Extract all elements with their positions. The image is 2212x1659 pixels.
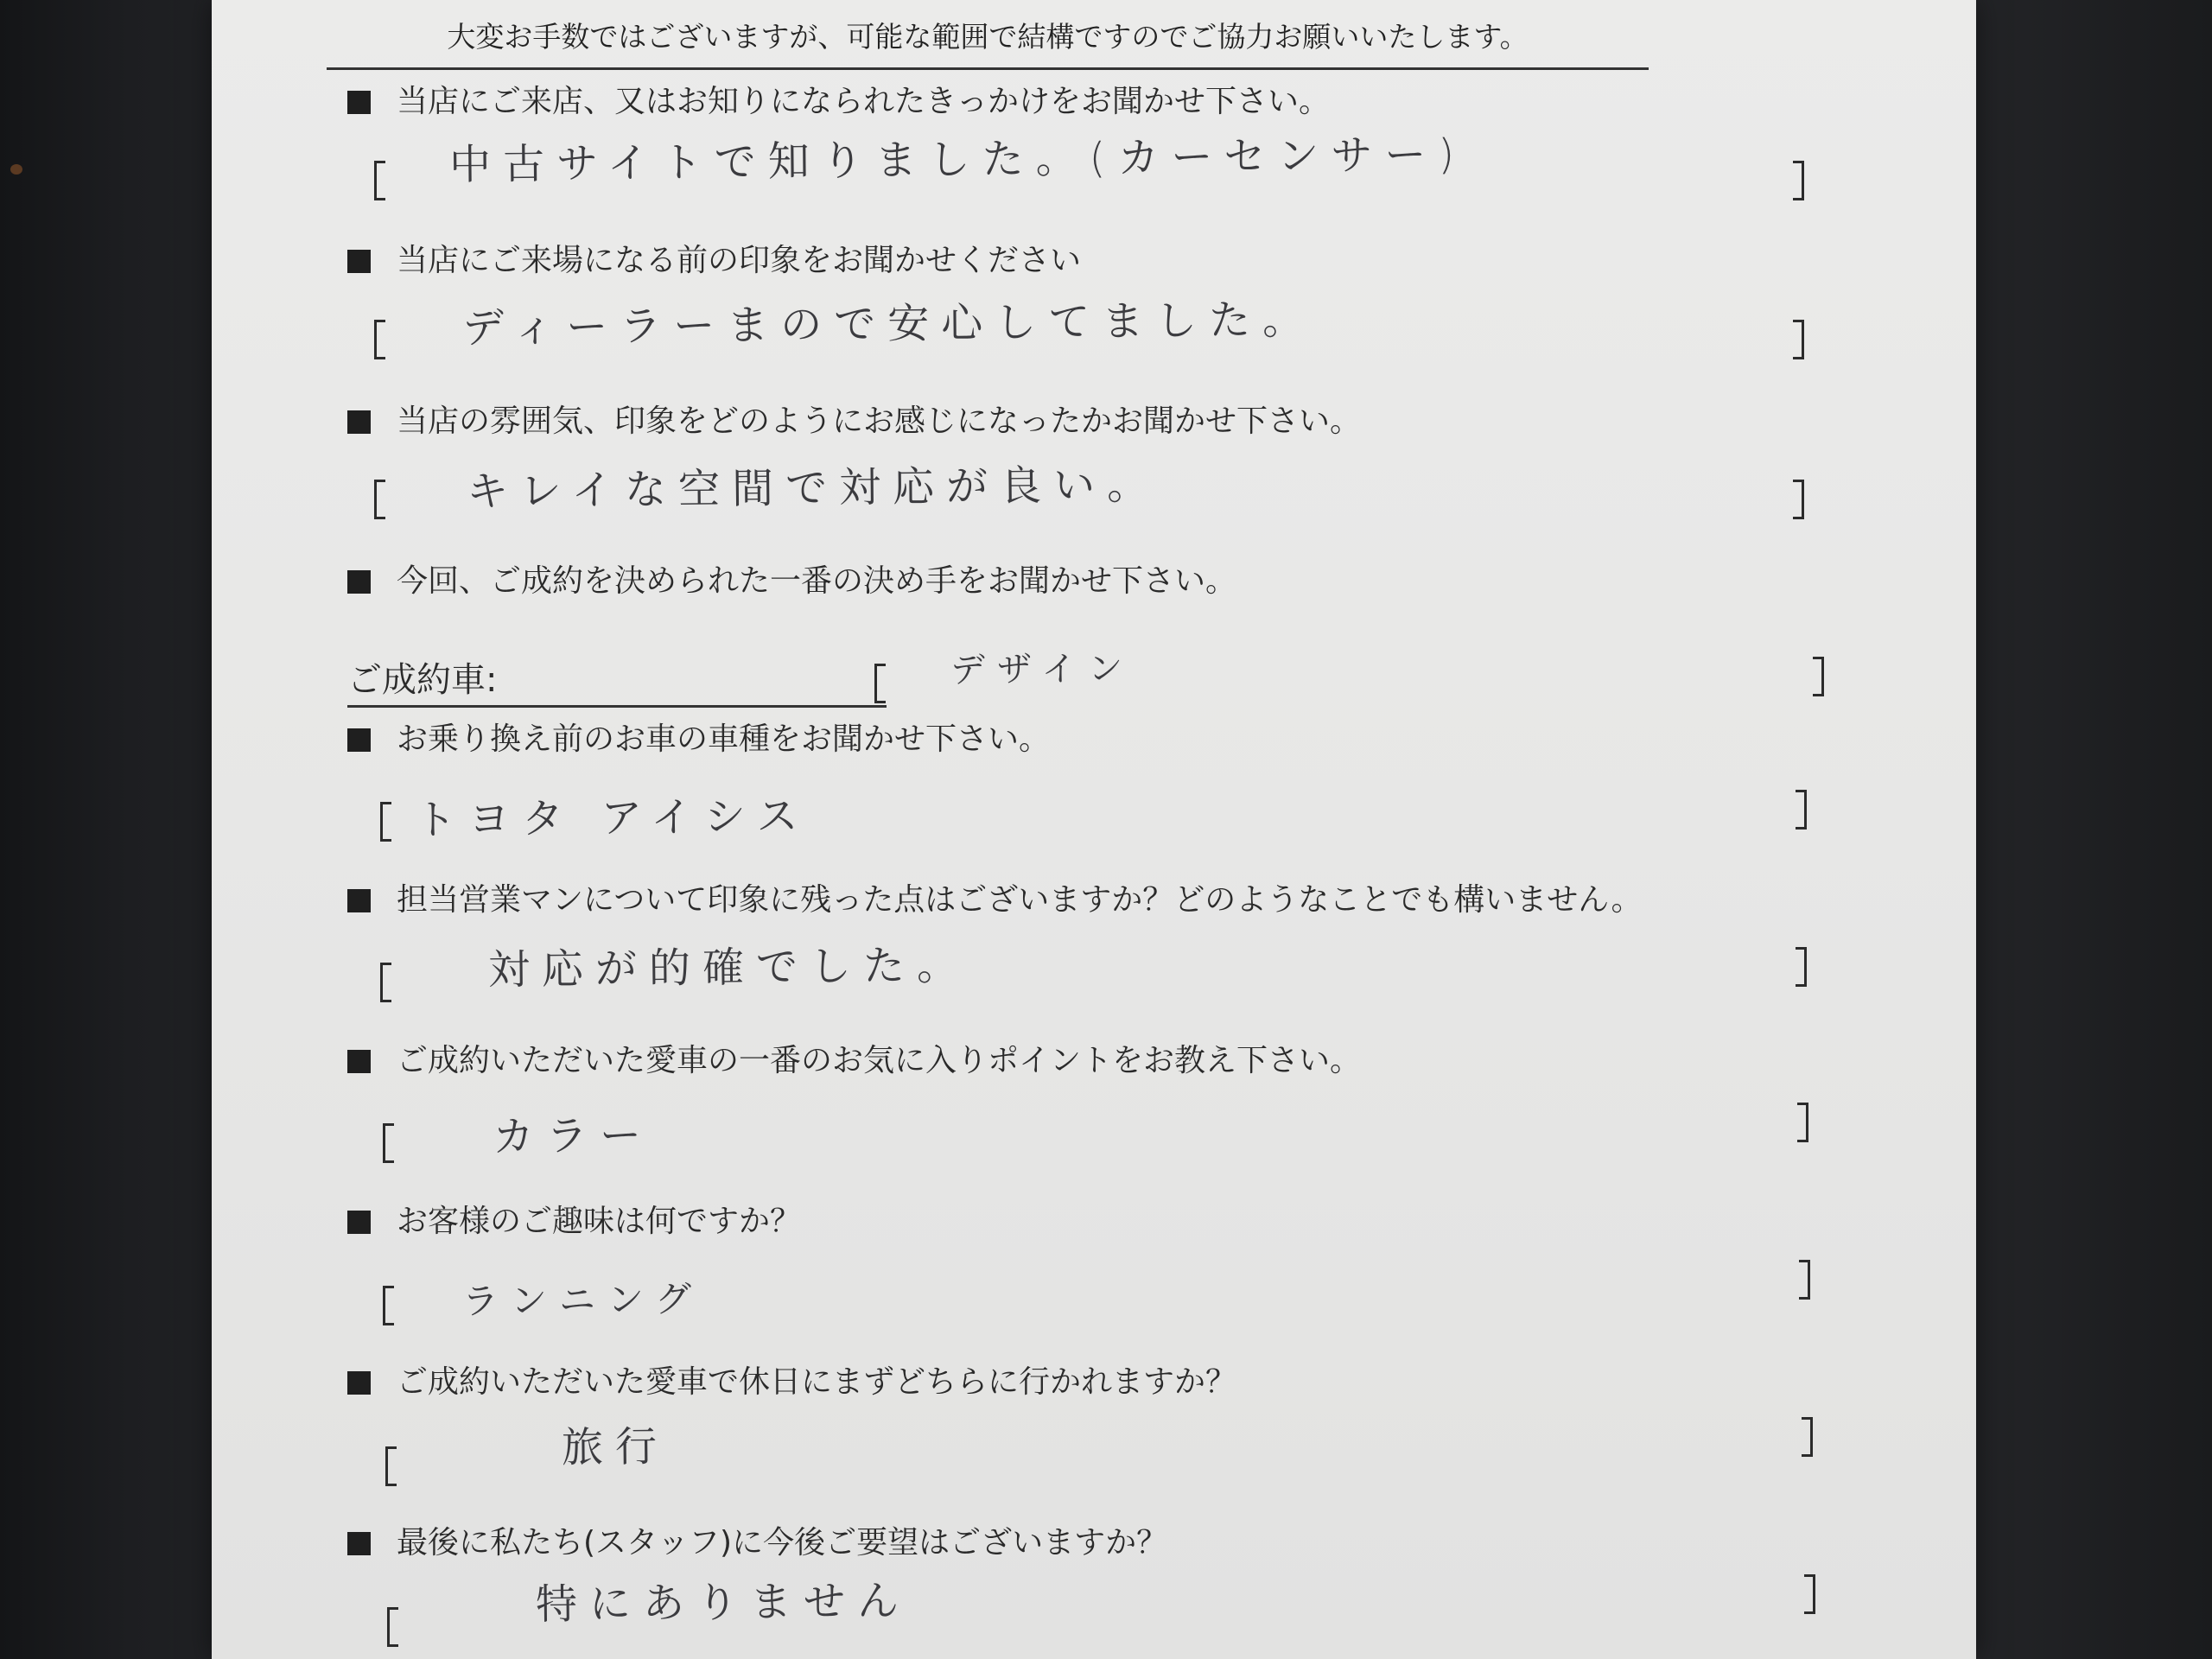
bracket-open — [383, 1286, 394, 1325]
answer-1: 中古サイトで知りました。(カーセンサー) — [448, 130, 1467, 190]
question-3 — [347, 396, 1747, 448]
survey-header: 大変お手数ではございますが、可能な範囲で結構ですのでご協力お願いいたします。 — [327, 16, 1649, 70]
contracted-car-answer: デザイン — [950, 648, 1135, 691]
bracket-close — [1804, 1574, 1815, 1614]
bracket-close — [1796, 947, 1807, 987]
bracket-close — [1796, 790, 1807, 830]
square-bullet-icon — [347, 1050, 371, 1073]
square-bullet-icon — [347, 728, 371, 752]
question-text: 最後に私たち(スタッフ)に今後ご要望はございますか？ — [397, 1525, 1168, 1560]
bracket-close — [1799, 1260, 1810, 1300]
question-text: ご成約いただいた愛車で休日にまずどちらに行かれますか？ — [397, 1364, 1237, 1400]
question-7 — [347, 1035, 1747, 1087]
question-text: ご成約いただいた愛車の一番のお気に入りポイントをお教え下さい。 — [397, 1043, 1362, 1078]
bracket-close — [1793, 161, 1804, 200]
square-bullet-icon — [347, 1532, 371, 1555]
question-10 — [347, 1517, 1747, 1569]
bracket-close — [1797, 1103, 1808, 1142]
bracket-close — [1793, 320, 1804, 359]
square-bullet-icon — [347, 91, 371, 114]
answer-5: トヨタ アイシス — [414, 791, 810, 845]
question-text: 当店の雰囲気、印象をどのようにお感じになったかお聞かせ下さい。 — [397, 404, 1362, 439]
bracket-open — [374, 320, 385, 359]
square-bullet-icon — [347, 1211, 371, 1234]
square-bullet-icon — [347, 250, 371, 273]
question-text: お乗り換え前のお車の車種をお聞かせ下さい。 — [397, 721, 1051, 757]
bracket-close — [1793, 480, 1804, 519]
bracket-open — [385, 1446, 397, 1486]
desk-stain — [10, 164, 22, 175]
contracted-car-label: ご成約車: — [347, 655, 887, 708]
question-text: 当店にご来店、又はお知りになられたきっかけをお聞かせ下さい。 — [397, 84, 1331, 119]
square-bullet-icon — [347, 570, 371, 594]
answer-7: カラー — [492, 1111, 654, 1161]
bracket-open — [387, 1607, 398, 1647]
square-bullet-icon — [347, 410, 371, 434]
bracket-open — [380, 963, 391, 1002]
answer-8: ランニング — [461, 1277, 704, 1323]
question-5 — [347, 714, 1747, 766]
square-bullet-icon — [347, 1371, 371, 1395]
question-text: お客様のご趣味は何ですか？ — [397, 1204, 802, 1239]
bracket-open — [383, 1123, 394, 1163]
desk-background-left — [0, 0, 216, 1659]
bracket-open — [380, 802, 391, 842]
bracket-open — [874, 664, 886, 703]
question-1 — [347, 76, 1747, 128]
answer-2: ディーラーまので安心してました。 — [461, 295, 1317, 353]
bracket-close — [1802, 1417, 1813, 1457]
square-bullet-icon — [347, 889, 371, 912]
answer-3: キレイな空間で対応が良い。 — [466, 460, 1161, 517]
question-text: 担当営業マンについて印象に残った点はございますか？どのようなことでも構いません。 — [397, 882, 1643, 918]
bracket-open — [374, 161, 385, 200]
question-2 — [347, 235, 1747, 287]
question-text: 当店にご来場になる前の印象をお聞かせください — [397, 243, 1082, 278]
question-9 — [347, 1357, 1747, 1408]
bracket-close — [1813, 657, 1824, 696]
answer-9: 旅行 — [561, 1422, 670, 1472]
question-4 — [347, 556, 1747, 607]
bracket-open — [374, 480, 385, 519]
question-text: 今回、ご成約を決められた一番の決め手をお聞かせ下さい。 — [397, 563, 1237, 599]
question-8 — [347, 1196, 1747, 1248]
answer-10: 特にありません — [535, 1576, 912, 1630]
question-6 — [347, 874, 1747, 926]
answer-6: 対応が的確でした。 — [487, 941, 971, 995]
desk-background-right — [1974, 0, 2212, 1659]
